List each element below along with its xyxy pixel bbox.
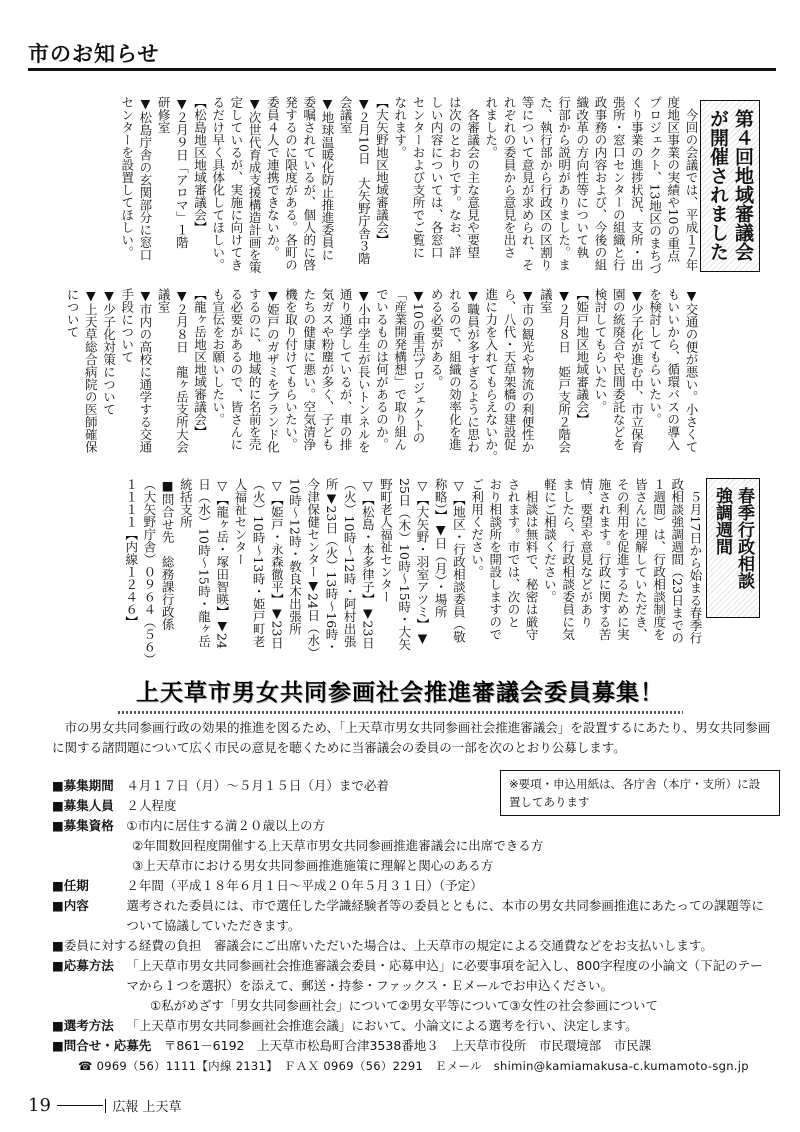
recruit-content-value: 選考された委員には、市で選任した学識経験者等の委員とともに、本市の男女共同参画推進にあたっての課題等について協議していただきます。 [126, 898, 764, 933]
recruit-qualification-value: ①市内に居住する満２０歳以上の方 [126, 818, 326, 833]
footer-tick [105, 1099, 107, 1113]
recruit-count-label: ■募集人員 [52, 798, 127, 813]
recruit-themes: ①私がめざす「男女共同参画社会」について②男女平等について③女性の社会参画について [150, 998, 658, 1013]
recruit-period-label: ■募集期間 [52, 778, 127, 793]
page-footer [28, 1095, 182, 1116]
recruit-apply-value: 「上天草市男女共同参画社会推進審議会委員・応募申込」に必要事項を記入し、800字程度の小論文（下記のテーマから１つを選択）を添えて、郵送・持参・ファックス・Ｅメールでお申込ください。 [126, 958, 763, 993]
recruit-qualification-3: ③上天草市における男女共同参画推進施策に理解と関心のある方 [132, 858, 494, 873]
recruit-count-value: ２人程度 [126, 798, 177, 813]
recruit-contact: ☎ 0969（56）1111【内線 2131】 ＦＡＸ 0969（56）2291 Ｅメール shimin@kamiamakusa-c.kumamoto-sgn.jp [78, 1059, 749, 1073]
header-rule [28, 68, 776, 71]
recruit-title: 上天草市男女共同参画社会推進審議会委員募集！ [136, 680, 664, 706]
consult-column: ５月17日から始まる春季行 政相談強調週間（23日までの １週間）は、行政相談制度を 皆さんに理解していただき、 その利用を促進するために実 施されます。行政に関する苦 情、要望や意見などがあり ましたら、行政相談委員に気 軽にご相談ください。 相談は無料で、秘密は厳守 されます。市では、次のと おり相談所を開設しますので ご利用ください。 ▽【地区・行政相談委員（敬 称略）】▼日（月）・場所 ▽【大矢野・羽室アツミ】▼ 25日（木）10時～15時・大矢 野町老人福祉センター ▽【松島・本多律子】▼23日 （火）10時～12時・阿村出張 所▼23日（火）13時～16時・ 今津保健センター▼24日（水） 10時～12時・教良木出張所 ▽【姫戸・永森徹平】▼23日 （火）10時～13時・姫戸町老 人福祉センター ▽【龍ヶ岳・塚田智暎】▼24 日（水）10時～15時・龍ヶ岳 統括支所 ■問合せ先 総務課行政係 （大矢野庁舎）０９６４（５６） １１１１【内線１２４６】 [123, 478, 703, 666]
recruit-expense-label: ■ [52, 938, 64, 953]
recruit-expense-value: 委員に対する経費の負担 審議会にご出席いただいた場合は、上天草市の規定による交通費などをお支払いします。 [63, 938, 713, 953]
recruit-count-row [52, 796, 492, 816]
recruit-inquiry-row [52, 1036, 772, 1056]
recruit-selection-value: 「上天草市男女共同参画社会推進会議」において、小論文による選考を行い、決定します。 [126, 1018, 638, 1033]
recruit-note-box: ※要項・申込用紙は、各庁舎（本庁・支所）に設置してあります [500, 770, 780, 816]
recruit-qualification-2: ②年間数回程度開催する上天草市男女共同参画推進審議会に出席できる方 [132, 838, 544, 853]
recruit-qualification-row [52, 816, 492, 836]
recruit-content-label: ■内容 [52, 898, 127, 913]
consult-title-line-1: 春季行政相談 [734, 487, 754, 589]
page-title: 市のお知らせ [28, 41, 160, 66]
recruit-selection-label: ■選考方法 [52, 1018, 127, 1033]
recruit-content-row [52, 896, 772, 936]
consult-title [706, 478, 760, 618]
recruit-title-underline [118, 711, 683, 714]
council-title-line-2: が開催されました [707, 109, 729, 261]
recruit-selection-row [52, 1016, 772, 1036]
recruit-term-value: ２年間（平成１８年６月１日～平成２０年５月３１日）（予定） [126, 878, 483, 893]
recruit-apply-row [52, 956, 772, 996]
council-column-1: 今回の会議では、平成１７年 度地区事業の実績や10の重点 プロジェクト、13地区のまちづ くり事業の進捗状況、支所・出 張所・窓口センターの組織と行 政事務の内容および、今後の組 織改革の方向性等について執 行部から説明がありました。ま た、執行部から行政区の区割り 等について意見が求められ、そ れぞれの委員から意見を出さ れました。 各審議会の主な意見や要望 は次のとおりです。なお、詳 しい内容については、各窓口 センターおよび支所でご覧に なれます。 【大矢野地区地域審議会】 ▼２月10日 大矢野庁舎３階 会議室 ▼地球温暖化防止推進委員に 委嘱されているが、個人的に啓 発するのに限度がある。各町の 委員４人で連携できないか。 ▼次世代育成支援構造計画を策 定しているが、実施に向けてき るだけ早く具体化してほしい。 【松島地区地域審議会】 ▼２月９日「アロマ」１階 研修室 ▼松島庁舎の玄関部分に窓口 センターを設置してほしい。 [119, 96, 699, 275]
council-title-line-1: 第４回地域審議会 [732, 109, 754, 261]
recruit-qualification-label: ■募集資格 [52, 818, 127, 833]
consult-title-line-2: 強調週間 [712, 487, 732, 555]
footer-rule [57, 1105, 103, 1107]
recruit-intro: 市の男女共同参画行政の効果的推進を図るため、「上天草市男女共同参画社会推進審議会」を設置するにあたり、男女共同参画に関する諸問題について広く市民の意見を聴くために当審議会の委員の一部を次のとおり公募します。 [52, 720, 771, 755]
recruit-term-row [52, 876, 772, 896]
council-title [700, 100, 760, 272]
page-number: 19 [28, 1095, 51, 1116]
recruit-expense-row [52, 936, 772, 956]
publication-name: 広報 上天草 [112, 1100, 182, 1115]
recruit-apply-label: ■応募方法 [52, 958, 127, 973]
recruit-period-row [52, 776, 492, 796]
recruit-inquiry-value: 〒861－6192 上天草市松島町合津3538番地３ 上天草市役所 市民環境部 市民課 [163, 1038, 652, 1053]
council-column-2: ▼交通の便が悪い。小さくて もいいから、循環バスの導入 を検討してもらいたい。 ▼少子化が進む中、市立保育 園の統廃合や民間委託などを 検討してもらいたい。 【姫戸地区地域審議会】 ▼２月８日 姫戸支所２階会 議室 ▼市の観光や物流の利便性か ら、八代・天草架橋の建設促 進に力を入れてもらえないか。 ▼職員が多すぎるように思わ れるので、組織の効率化を進 める必要がある。 ▼10の重点プロジェクトの 「産業開発構想」で取り組ん でいるものは何があるのか。 ▼小中学生が長いトンネルを 通り通学しているが、車の排 気ガスや粉塵が多く、子ども たちの健康に悪い。空気清浄 機を取り付けてもらいたい。 ▼姫戸のガザミをブランド化 するのに、地域的に名前を売 る必要があるので、皆さんに も宣伝をお願いしたい。 【龍ヶ岳地区地域審議会】 ▼２月８日 龍ヶ岳支所大会 議室 ▼市内の高校に通学する交通 手段について ▼少子化対策について ▼上天草総合病院の医師確保 について [65, 288, 699, 463]
recruit-inquiry-label: ■問合せ・応募先 [52, 1038, 164, 1053]
recruit-period-value: ４月１７日（月）～５月１５日（月）まで必着 [126, 778, 389, 793]
recruit-term-label: ■任期 [52, 878, 127, 893]
